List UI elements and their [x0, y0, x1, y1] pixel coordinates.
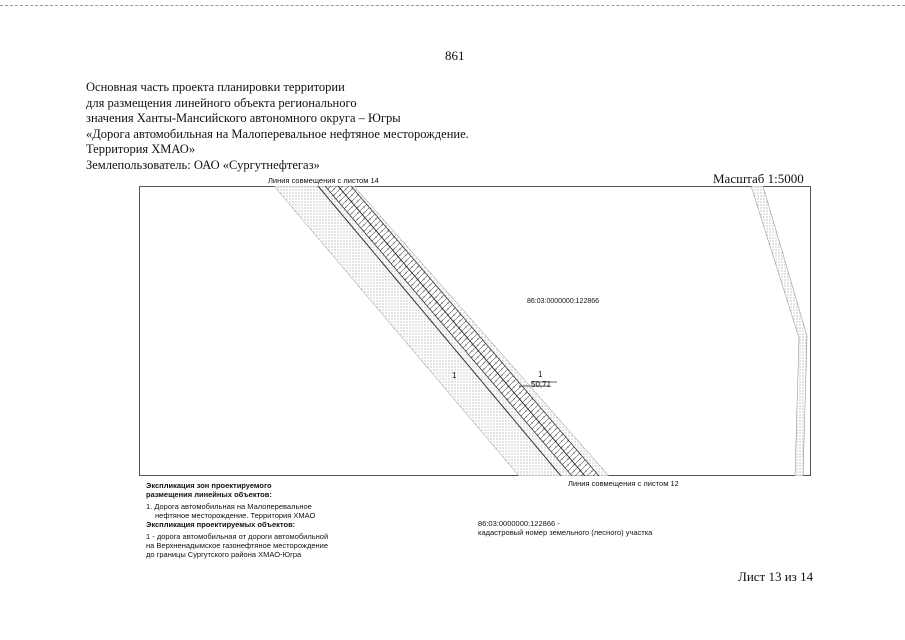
- cadastral-legend-line: 86:03:0000000:122866 -: [478, 519, 560, 528]
- bottom-match-line-label: Линия совмещения с листом 12: [568, 479, 679, 488]
- header-line: Землепользователь: ОАО «Сургутнефтегаз»: [86, 157, 320, 172]
- legend-objects-title: Экспликация проектируемых объектов:: [146, 520, 296, 529]
- map-drawing: [139, 186, 811, 476]
- header-line: «Дорога автомобильная на Малоперевальное нефтяное месторождение.: [86, 126, 469, 141]
- legend-block: [146, 481, 328, 559]
- document-header: [86, 80, 606, 173]
- page-number: 861: [445, 48, 465, 63]
- cadastral-legend-line: кадастровый номер земельного (лесного) участка: [478, 528, 653, 537]
- cadastral-number-label: 86:03:0000000:122866: [527, 298, 600, 305]
- road-center-line: [338, 186, 585, 476]
- legend-object-item: до границы Сургутского района ХМАО-Югра: [146, 550, 302, 559]
- road-edge-line: [318, 186, 561, 476]
- legend-zone-item: 1. Дорога автомобильная на Малоперевальное: [146, 502, 312, 511]
- header-line: Основная часть проекта планировки территории: [86, 80, 345, 94]
- object-marker-label: 1: [452, 371, 457, 380]
- sheet-number: Лист 13 из 14: [738, 569, 814, 584]
- cadastral-legend: [478, 519, 652, 537]
- legend-zone-item: нефтяное месторождение. Территория ХМАО: [155, 511, 316, 520]
- legend-object-item: на Верхненадымское газонефтяное месторождение: [146, 541, 328, 550]
- top-scan-line: [0, 5, 905, 6]
- scale-label: Масштаб 1:5000: [713, 171, 804, 186]
- header-line: для размещения линейного объекта регионального: [86, 95, 357, 110]
- right-boundary-band: [751, 186, 807, 476]
- header-line: значения Ханты-Мансийского автономного округа – Югры: [86, 111, 401, 125]
- object-length-label: 50,71: [531, 380, 552, 389]
- legend-zones-title: Экспликация зон проектируемого: [146, 481, 272, 490]
- legend-object-item: 1 - дорога автомобильная от дороги автомобильной: [146, 532, 329, 541]
- legend-zones-title: размещения линейных объектов:: [146, 490, 272, 499]
- object-number-label: 1: [538, 370, 543, 379]
- top-match-line-label: Линия совмещения с листом 14: [268, 176, 379, 185]
- header-line: Территория ХМАО»: [86, 142, 196, 156]
